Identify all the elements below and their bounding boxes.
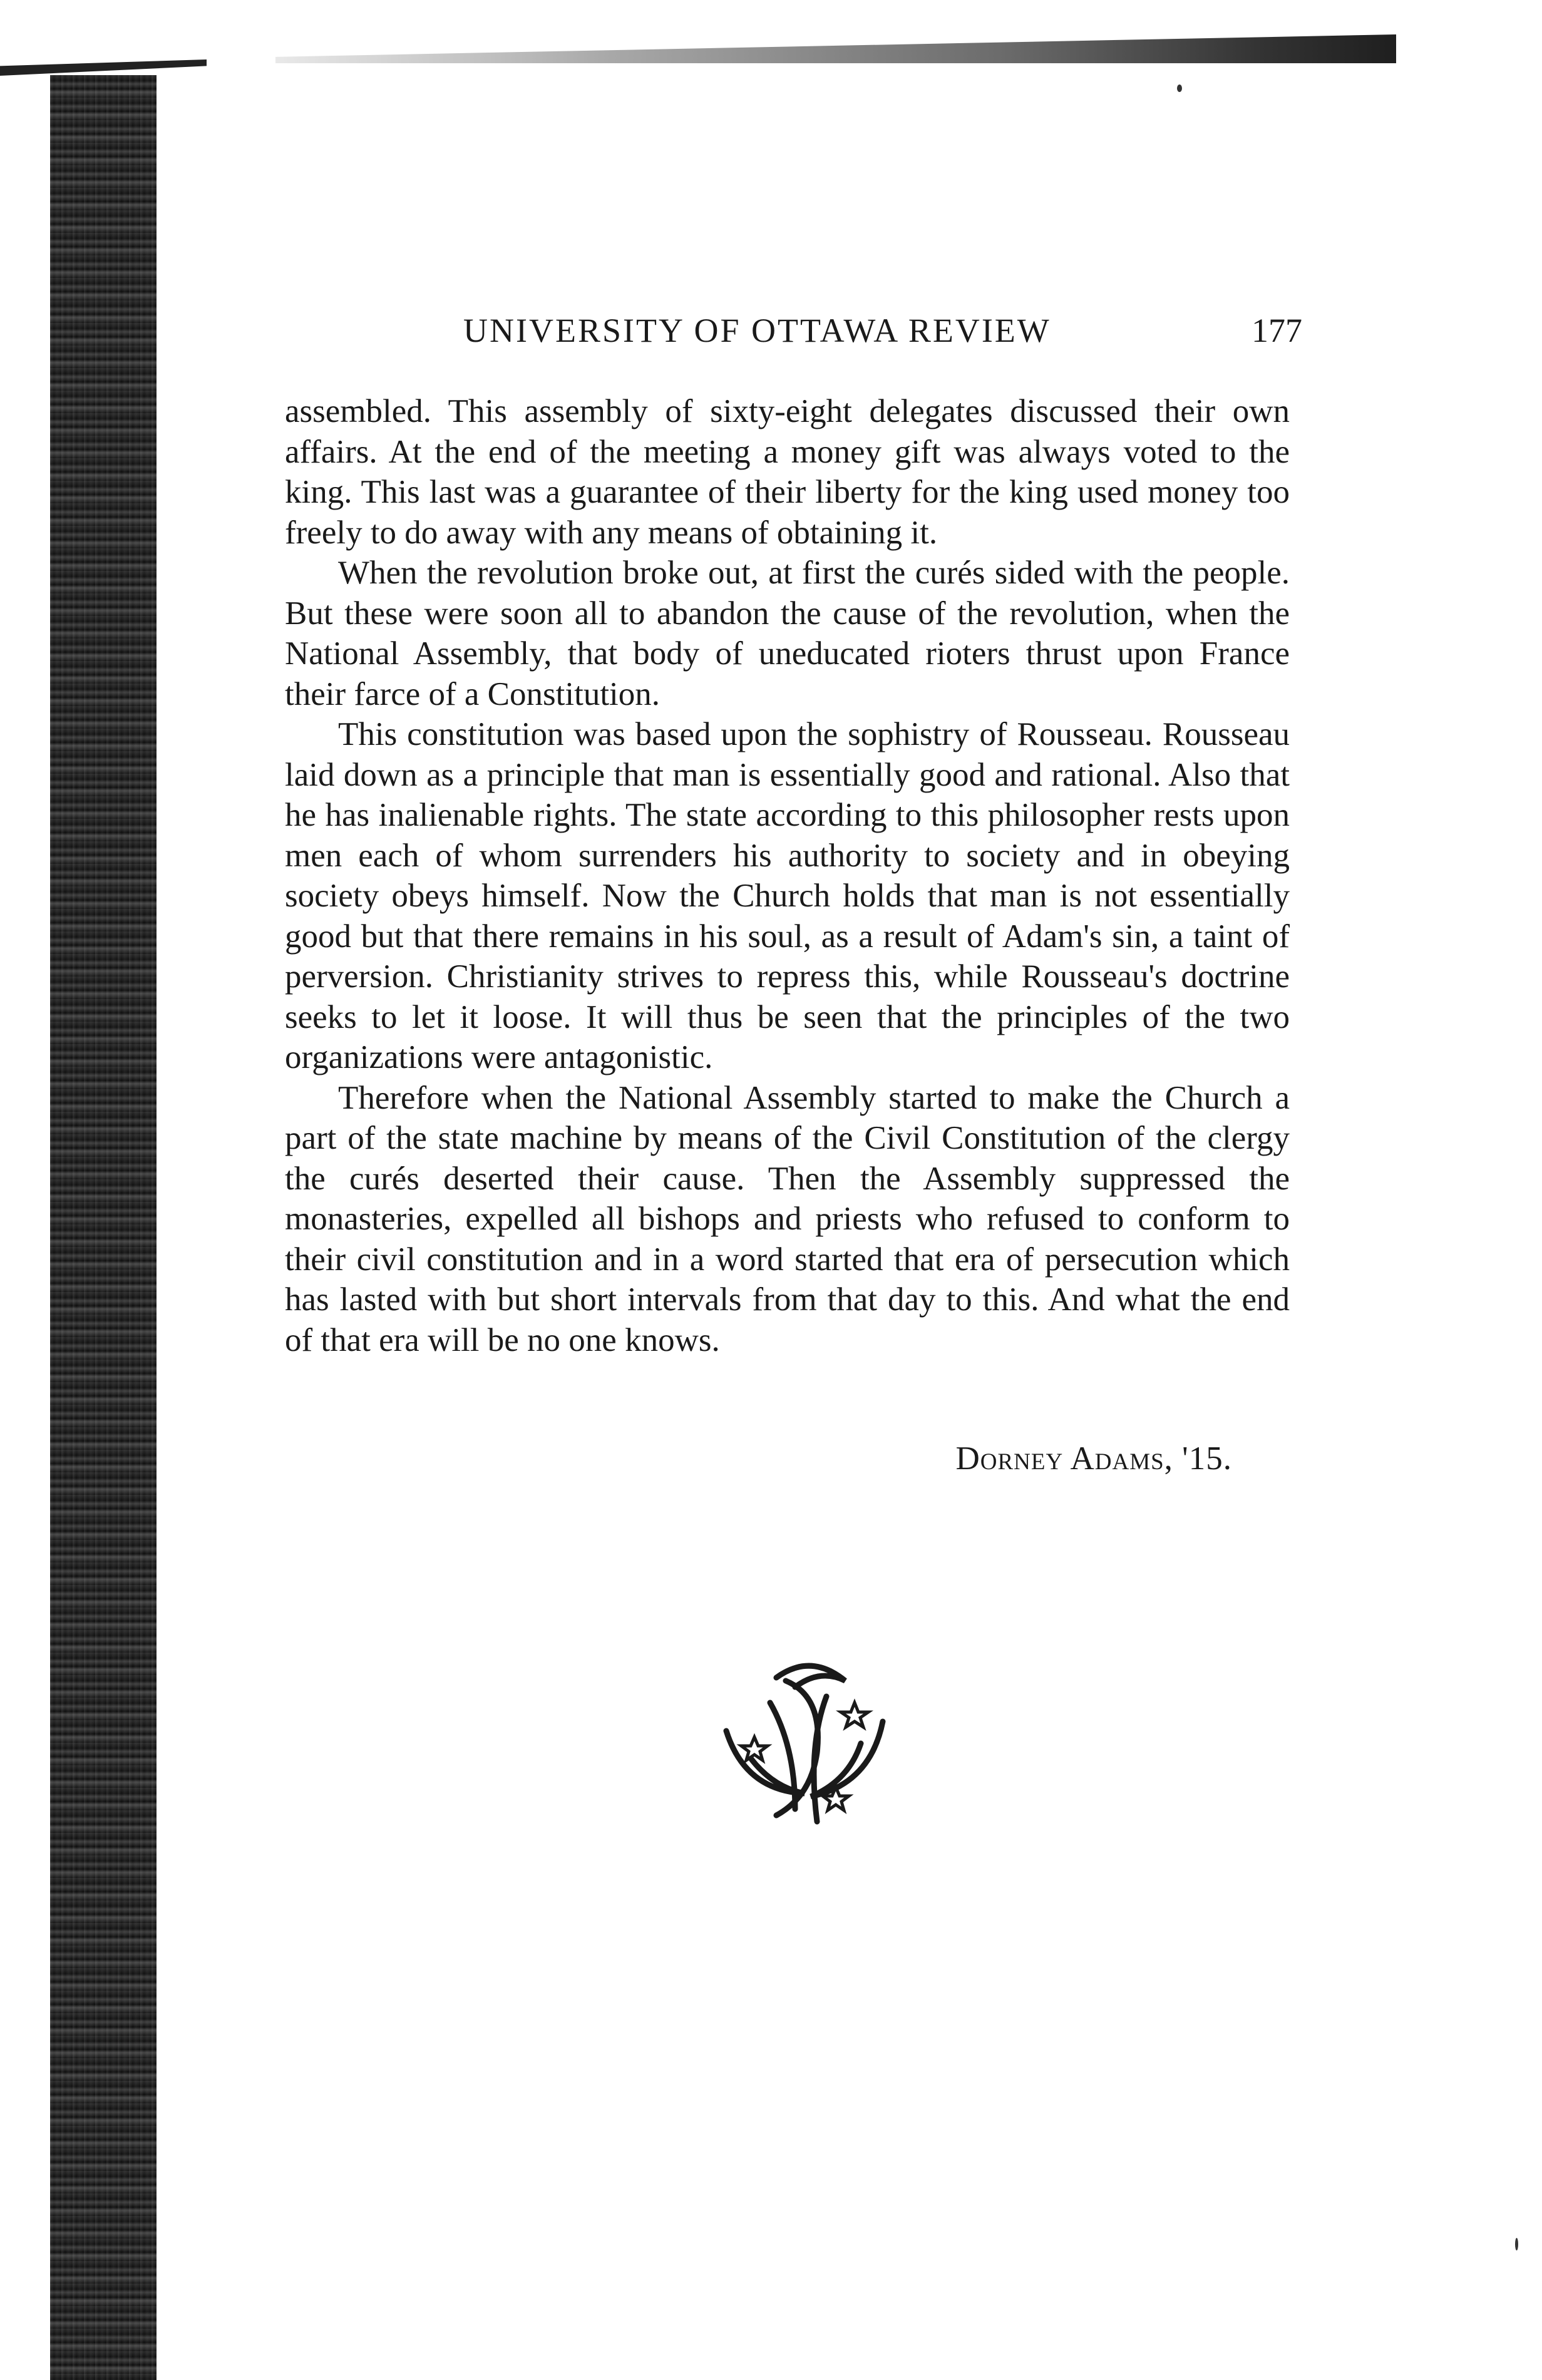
paragraph: Therefore when the National Assembly started to make the Church a part of the state machine by means of the Civil Constitution of the clergy the curés deserted their cause. Then the Assembly suppressed the monasteries, expelled all bishops and priests who refused to conform to their civil constitution and in a word started that era of persecution which has lasted with but short intervals from that day to this. And what the end of that era will be no one knows. <box>285 1079 1290 1358</box>
running-header <box>426 304 1302 360</box>
interlaced-crescents-ornament-icon <box>701 1653 908 1840</box>
print-speck <box>1515 2238 1518 2250</box>
paragraph: This constitution was based upon the sophistry of Rousseau. Rousseau laid down as a principle that man is essentially good and rational. Also that he has inalienable rights. The state according to this philosopher rests upon men each of whom surrenders his authority to society and in obeying society obeys himself. Now the Church holds that man is not essentially good but that there remains in his soul, as a result of Adam's sin, a taint of perversion. Christianity strives to repress this, while Rousseau's doctrine seeks to let it loose. It will thus be seen that the principles of the two organizations were antagonistic. <box>285 716 1290 1075</box>
print-speck <box>1177 85 1182 92</box>
paragraph: assembled. This assembly of sixty-eight delegates discussed their own affairs. At the end of the meeting a money gift was always voted to the king. This last was a guarantee of their liberty for the king used money too freely to do away with any means of obtaining it. <box>285 393 1290 551</box>
paragraph: When the revolution broke out, at first the curés sided with the people. But these were soon all to abandon the cause of the revolution, when the National Assembly, that body of uneducated rioters thrust upon France their farce of a Constitution. <box>285 555 1290 712</box>
page-number: 177 <box>1252 312 1302 349</box>
spine-edge <box>0 59 207 76</box>
author-signature: Dorney Adams, '15. <box>955 1440 1232 1477</box>
running-title: UNIVERSITY OF OTTAWA REVIEW <box>463 312 1051 349</box>
article-body <box>285 391 1290 1360</box>
page-top-edge-shadow <box>275 34 1396 63</box>
book-spine-shadow <box>50 75 157 2380</box>
